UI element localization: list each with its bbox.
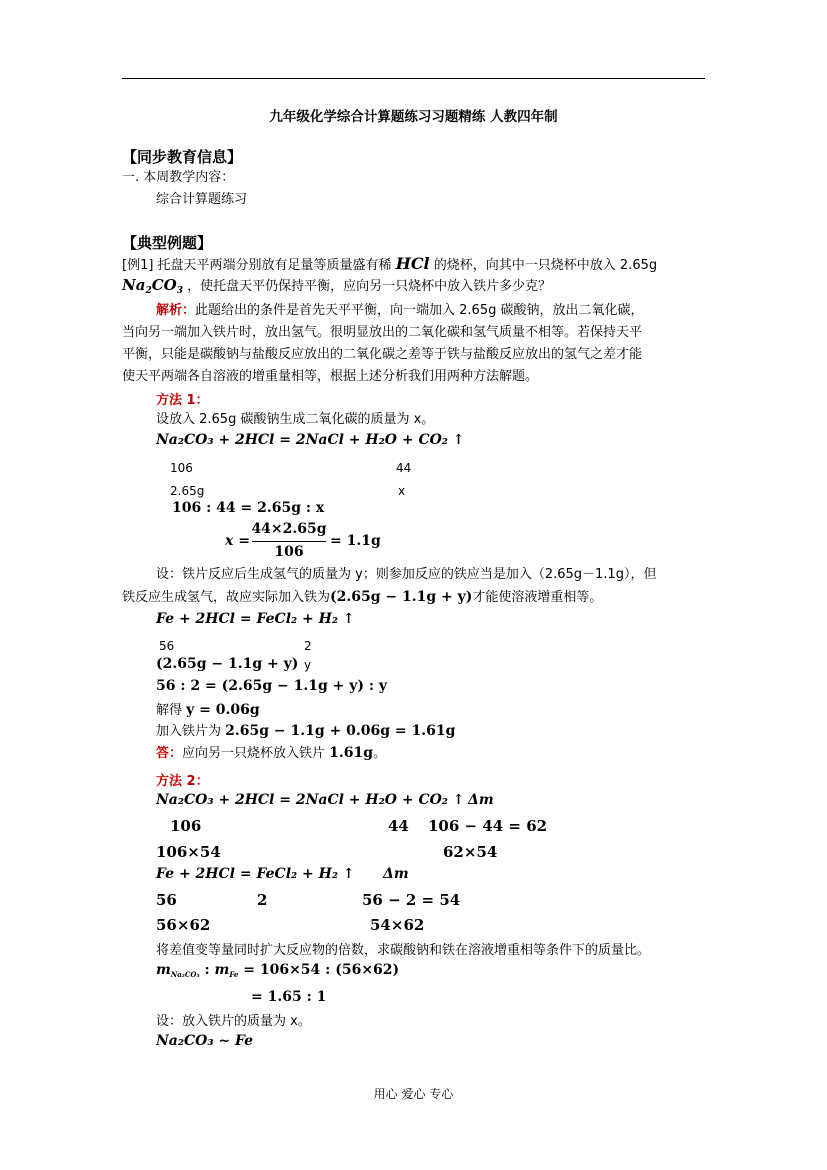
m2-row3-a: 56 [156, 891, 177, 909]
hcl-formula: HCl [395, 254, 430, 273]
ratio-equation-1: 106 : 44 = 2.65g : x [172, 500, 325, 516]
method-2-equation-1: Na₂CO₃ + 2HCl = 2NaCl + H₂O + CO₂ ↑ [156, 792, 465, 808]
page-title: 九年级化学综合计算题练习习题精练 人教四年制 [269, 109, 558, 125]
mass-symbol-fe: $m_{Fe}$ [214, 962, 239, 979]
m2-row1-a: 106 [170, 817, 202, 835]
analysis-line-2: 当向另一端加入铁片时，放出氢气。很明显放出的二氧化碳和氢气质量不相等。若保持天平 [122, 325, 643, 340]
teaching-content-text: 综合计算题练习 [156, 192, 248, 207]
x-result: = 1.1g [330, 533, 381, 549]
m2-row3-b: 2 [257, 891, 268, 909]
ratio-row-3-left: 56 [159, 639, 175, 653]
equation-fe-hcl: Fe + 2HCl = FeCl₂ + H₂ ↑ [156, 611, 355, 627]
method-1-set-x: 设放入 2.65g 碳酸钠生成二氧化碳的质量为 x。 [156, 412, 435, 427]
add-iron-value: 2.65g − 1.1g + 0.06g = 1.61g [225, 723, 456, 739]
mass-ratio-line: $m_{Na_2CO_3}$ : $m_{Fe} = 106\times 54$ : (56×62) [156, 962, 400, 979]
section-heading-examples: 【典型例题】 [122, 234, 213, 252]
mass-ratio-value: = 106×54 : (56×62) [243, 962, 400, 978]
page-footer: 用心 爱心 专心 [373, 1087, 454, 1101]
ratio-row-4-left: (2.65g − 1.1g + y) [156, 656, 299, 672]
ratio-row-3-right: 2 [304, 639, 312, 653]
set-y-expr: (2.65g − 1.1g + y) [330, 589, 473, 605]
analysis-label: 解析： [156, 303, 196, 318]
final-na2co3: Na₂CO₃ [156, 1033, 214, 1049]
m2-row3-c: 56 − 2 = 54 [362, 891, 461, 909]
solve-label: 解得 [156, 703, 183, 718]
example-1-text-b: 的烧杯，向其中一只烧杯中放入 2.65g [433, 258, 658, 273]
x-denominator: 106 [274, 544, 304, 560]
answer-text: 应向另一只烧杯放入铁片 [182, 746, 326, 761]
solve-line [156, 701, 260, 720]
analysis-text-1: 此题给出的条件是首先天平平衡，向一端加入 2.65g 碳酸钠，放出二氧化碳， [195, 303, 644, 318]
example-1-text-a: [例1] 托盘天平两端分别放有足量等质量盛有稀 [122, 258, 392, 273]
ratio-row-1-left: 106 [170, 461, 193, 475]
solve-value: y = 0.06g [186, 702, 260, 718]
example-1-text-c: ，使托盘天平仍保持平衡，应向另一只烧杯中放入铁片多少克？ [187, 279, 552, 294]
m2-row1-b: 44 [388, 817, 409, 835]
ratio-row-1-right: 44 [396, 461, 412, 475]
header-rule [122, 78, 705, 79]
m2-row4-b: 54×62 [370, 916, 425, 934]
set-y-line-1: 设：铁片反应后生成氢气的质量为 y；则参加反应的铁应当是加入（2.65g－1.1g），但 [156, 567, 657, 582]
delta-m-2: Δm [383, 866, 409, 882]
set-y-text-a: 铁反应生成氢气，故应实际加入铁为 [122, 590, 331, 605]
answer-label: 答： [156, 746, 183, 761]
set-y-line-2 [122, 588, 602, 607]
m2-row4-a: 56×62 [156, 916, 211, 934]
method-2-set-x: 设：放入铁片的质量为 x。 [156, 1014, 311, 1029]
m2-row1-c: 106 − 44 = 62 [428, 817, 548, 835]
section-heading-sync-info: 【同步教育信息】 [122, 148, 243, 166]
method-2-explain: 将差值变等量同时扩大反应物的倍数，求碳酸钠和铁在溶液增重相等条件下的质量比。 [156, 943, 651, 958]
method-1-label: 方法 1： [156, 393, 209, 408]
final-fe: Fe [234, 1033, 254, 1049]
x-numerator: 44×2.65g [251, 521, 327, 537]
m2-row2-a: 106×54 [156, 843, 221, 861]
mass-ratio-result: = 1.65 : 1 [251, 989, 327, 1005]
final-relation [156, 1033, 253, 1049]
set-y-text-b: 才能使溶液增重相等。 [472, 590, 603, 605]
ratio-row-2-right: x [398, 484, 406, 498]
equation-na2co3-hcl: Na₂CO₃ + 2HCl = 2NaCl + H₂O + CO₂ ↑ [156, 432, 465, 448]
na2co3-formula: $Na_2CO_3$ [122, 276, 183, 296]
method-2-equation-2: Fe + 2HCl = FeCl₂ + H₂ ↑ [156, 866, 355, 882]
delta-m-1: Δm [468, 792, 494, 808]
add-iron-label: 加入铁片为 [156, 724, 222, 739]
add-iron-line [156, 722, 455, 741]
analysis-line-3: 平衡，只能是碳酸钠与盐酸反应放出的二氧化碳之差等于铁与盐酸反应放出的氢气之差才能 [122, 347, 643, 362]
m2-row2-b: 62×54 [443, 843, 498, 861]
example-1-line-1 [122, 255, 657, 275]
mass-symbol-na2co3: $m_{Na_2CO_3}$ [156, 962, 200, 979]
ratio-row-2-left: 2.65g [170, 484, 205, 498]
analysis-line-1 [156, 302, 643, 320]
answer-line [156, 744, 386, 763]
answer-end: 。 [373, 746, 387, 761]
ratio-row-4-right: y [304, 658, 312, 672]
example-1-line-2 [122, 276, 551, 300]
x-lhs: x = [225, 533, 250, 549]
ratio-equation-2: 56 : 2 = (2.65g − 1.1g + y) : y [156, 678, 388, 694]
final-tilde: ~ [218, 1033, 231, 1049]
answer-value: 1.61g [329, 745, 374, 761]
teaching-content-item: 一. 本周教学内容： [122, 170, 235, 185]
fraction-bar [252, 541, 326, 542]
method-2-label: 方法 2： [156, 774, 209, 789]
analysis-line-4: 使天平两端各自溶液的增重量相等，根据上述分析我们用两种方法解题。 [122, 369, 539, 384]
